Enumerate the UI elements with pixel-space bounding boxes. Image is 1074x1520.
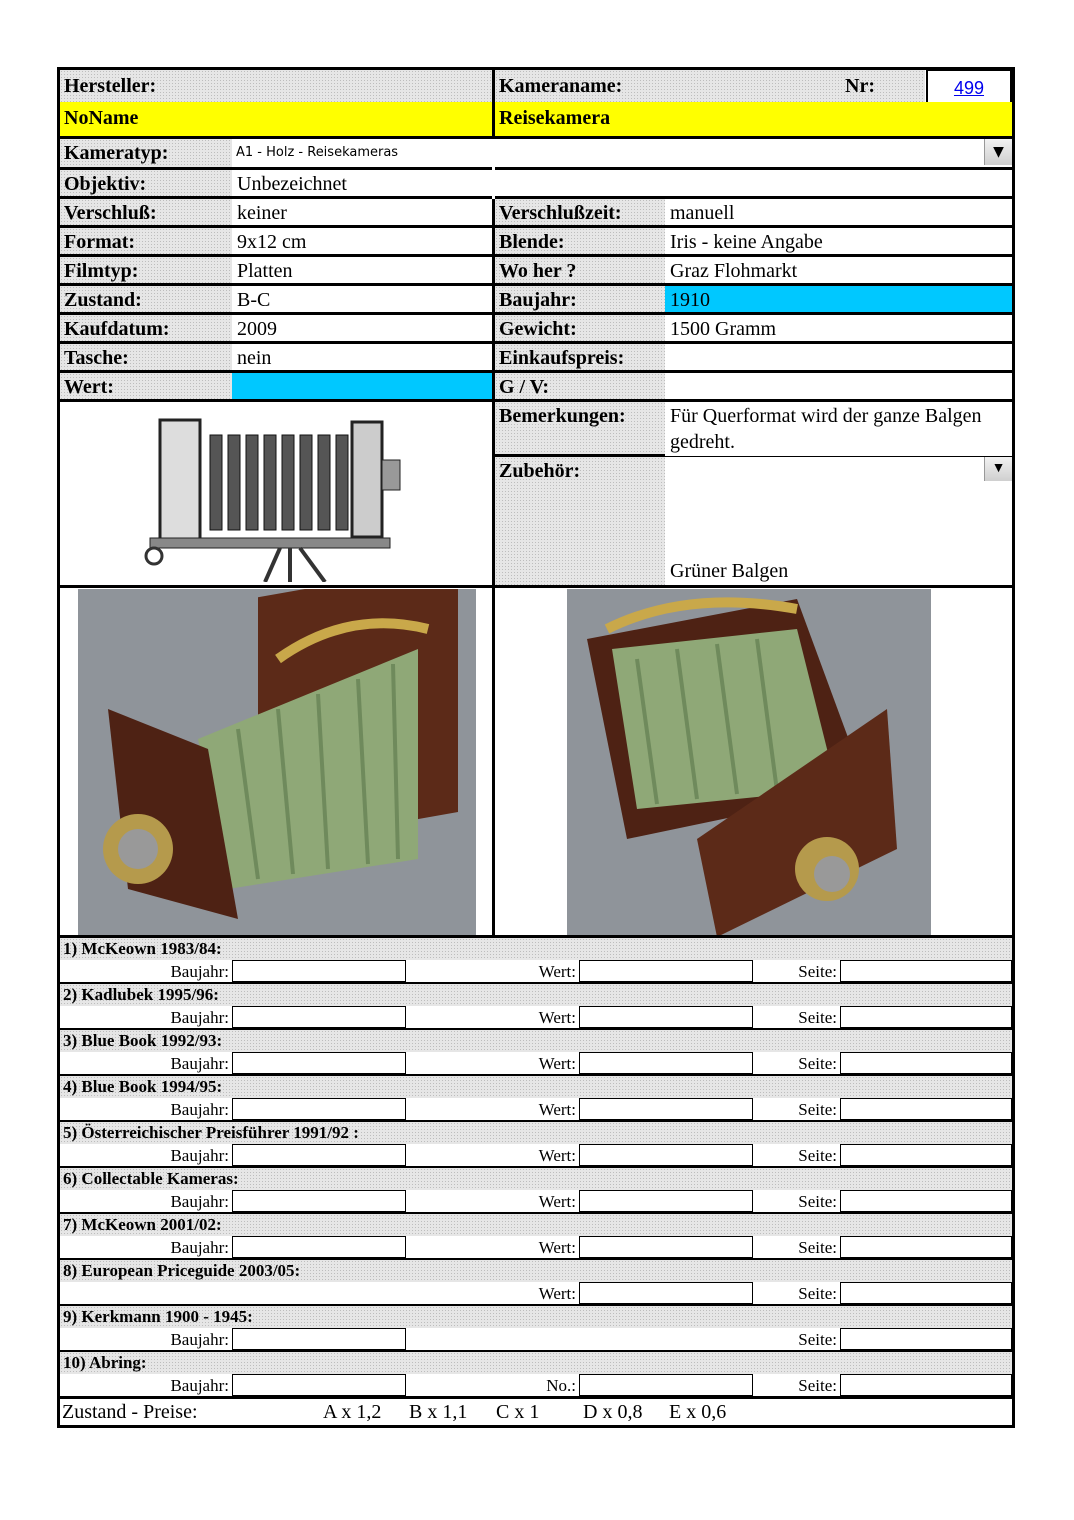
price-guide-title: 7) McKeown 2001/02: <box>60 1214 1012 1236</box>
price-guide-input[interactable] <box>232 1374 406 1397</box>
price-guide-input[interactable] <box>232 1006 406 1029</box>
price-guide-field-label: Baujahr: <box>170 1008 229 1027</box>
price-guide-field-label: Wert: <box>538 1192 576 1211</box>
field-label: Format: <box>60 228 232 257</box>
field-label: Gewicht: <box>495 315 665 344</box>
field-label: Filmtyp: <box>60 257 232 286</box>
price-guide-title: 10) Abring: <box>60 1352 1012 1374</box>
chevron-down-icon[interactable]: ▼ <box>984 139 1012 165</box>
kameratyp-select[interactable] <box>232 139 1012 170</box>
price-guide-field-label: Baujahr: <box>170 1376 229 1395</box>
nr-label: Nr: <box>845 75 875 97</box>
objektiv-label: Objektiv: <box>60 170 232 199</box>
camera-photo-rear <box>567 589 931 937</box>
hersteller-label: Hersteller: <box>60 70 492 102</box>
price-guide-input[interactable] <box>840 1328 1012 1351</box>
field-label: Baujahr: <box>495 286 665 315</box>
price-guide-input[interactable] <box>840 1098 1012 1121</box>
price-guide-field-label: Seite: <box>798 1100 837 1119</box>
price-guide-field-label: Seite: <box>798 1054 837 1073</box>
field-label: G / V: <box>495 373 665 402</box>
price-guide-field-label: Wert: <box>538 1100 576 1119</box>
field-value[interactable]: manuell <box>665 199 1012 228</box>
price-guide-field-label: Wert: <box>538 1284 576 1303</box>
field-value[interactable] <box>665 373 1012 402</box>
price-guide-field-label: Seite: <box>798 962 837 981</box>
price-guide-field-label: Seite: <box>798 1284 837 1303</box>
price-guide-field-label: Wert: <box>538 1054 576 1073</box>
price-guide-input[interactable] <box>232 1190 406 1213</box>
field-label: Kaufdatum: <box>60 315 232 344</box>
divider <box>492 139 495 938</box>
field-value[interactable]: Graz Flohmarkt <box>665 257 1012 286</box>
price-guide-title: 1) McKeown 1983/84: <box>60 938 1012 960</box>
price-guide-input[interactable] <box>840 1374 1012 1397</box>
price-guide-field-label: Wert: <box>538 962 576 981</box>
field-label: Blende: <box>495 228 665 257</box>
price-guide-input[interactable] <box>840 1144 1012 1167</box>
camera-drawing <box>140 410 410 582</box>
price-guide-field-label: Wert: <box>538 1008 576 1027</box>
price-guide-field-label: Seite: <box>798 1192 837 1211</box>
price-guide-field-label: Baujahr: <box>170 1192 229 1211</box>
divider <box>60 585 1012 588</box>
zustand-preise-row <box>60 1398 1012 1426</box>
price-guide-input[interactable] <box>840 1190 1012 1213</box>
divider <box>492 70 495 136</box>
bemerkungen-value: Für Querformat wird der ganze Balgen gedreht. <box>665 402 1012 457</box>
field-value[interactable]: 2009 <box>232 315 492 344</box>
price-guide-input[interactable] <box>232 960 406 983</box>
price-guide-input[interactable] <box>232 1328 406 1351</box>
price-guide-input[interactable] <box>840 1236 1012 1259</box>
price-guide-input[interactable] <box>840 1052 1012 1075</box>
price-guide-field-label: Seite: <box>798 1008 837 1027</box>
kameraname-label <box>495 70 925 102</box>
price-guide-title: 6) Collectable Kameras: <box>60 1168 1012 1190</box>
price-guide-input[interactable] <box>232 1144 406 1167</box>
factor-e: E x 0,6 <box>669 1401 727 1423</box>
field-value[interactable]: 1500 Gramm <box>665 315 1012 344</box>
price-guide-field-label: Baujahr: <box>170 962 229 981</box>
kameratyp-value: A1 - Holz - Reisekameras <box>236 145 399 160</box>
price-guide-field-label: Baujahr: <box>170 1146 229 1165</box>
objektiv-value: Unbezeichnet <box>232 170 1012 199</box>
kameratyp-label: Kameratyp: <box>60 139 232 170</box>
field-value[interactable]: Iris - keine Angabe <box>665 228 1012 257</box>
kameraname-value: Reisekamera <box>495 102 1012 136</box>
price-guide-field-label: Baujahr: <box>170 1238 229 1257</box>
chevron-down-icon[interactable]: ▼ <box>984 457 1012 481</box>
zustand-preise-label: Zustand - Preise: <box>62 1401 198 1423</box>
field-label: Zustand: <box>60 286 232 315</box>
factor-d: D x 0,8 <box>583 1401 643 1423</box>
field-value[interactable]: Platten <box>232 257 492 286</box>
factor-c: C x 1 <box>496 1401 540 1423</box>
bemerkungen-label: Bemerkungen: <box>495 402 665 457</box>
field-value[interactable]: B-C <box>232 286 492 315</box>
factor-b: B x 1,1 <box>409 1401 468 1423</box>
field-value[interactable] <box>232 373 492 402</box>
field-value[interactable]: nein <box>232 344 492 373</box>
price-guide-field-label: No.: <box>546 1376 576 1395</box>
field-label: Wert: <box>60 373 232 402</box>
price-guide-field-label: Wert: <box>538 1146 576 1165</box>
nr-link[interactable]: 499 <box>953 78 985 98</box>
price-guide-input[interactable] <box>840 960 1012 983</box>
price-guide-field-label: Baujahr: <box>170 1330 229 1349</box>
price-guide-title: 3) Blue Book 1992/93: <box>60 1030 1012 1052</box>
zubehoer-value[interactable]: Grüner Balgen <box>665 457 1012 588</box>
price-guide-input[interactable] <box>840 1282 1012 1305</box>
field-value[interactable]: 9x12 cm <box>232 228 492 257</box>
price-guide-title: 5) Österreichischer Preisführer 1991/92 : <box>60 1122 1012 1144</box>
price-guide-title: 8) European Priceguide 2003/05: <box>60 1260 1012 1282</box>
field-label: Verschlußzeit: <box>495 199 665 228</box>
kameraname-label-text: Kameraname: <box>499 75 623 97</box>
zubehoer-label: Zubehör: <box>495 457 665 588</box>
price-guide-input[interactable] <box>232 1236 406 1259</box>
price-guide-field-label: Wert: <box>538 1238 576 1257</box>
price-guide-input[interactable] <box>232 1098 406 1121</box>
field-value[interactable] <box>665 344 1012 373</box>
field-label: Wo her ? <box>495 257 665 286</box>
field-label: Tasche: <box>60 344 232 373</box>
price-guide-field-label: Seite: <box>798 1146 837 1165</box>
price-guide-field-label: Seite: <box>798 1330 837 1349</box>
field-value[interactable]: 1910 <box>665 286 1012 315</box>
price-guide-input[interactable] <box>232 1052 406 1075</box>
price-guide-field-label: Seite: <box>798 1376 837 1395</box>
field-label: Einkaufspreis: <box>495 344 665 373</box>
price-guide-title: 9) Kerkmann 1900 - 1945: <box>60 1306 1012 1328</box>
price-guide-field-label: Baujahr: <box>170 1100 229 1119</box>
factor-a: A x 1,2 <box>323 1401 382 1423</box>
price-guide-field-label: Seite: <box>798 1238 837 1257</box>
price-guide-title: 2) Kadlubek 1995/96: <box>60 984 1012 1006</box>
price-guide-title: 4) Blue Book 1994/95: <box>60 1076 1012 1098</box>
field-label: Verschluß: <box>60 199 232 228</box>
field-value[interactable]: keiner <box>232 199 492 228</box>
price-guide-field-label: Baujahr: <box>170 1054 229 1073</box>
price-guide-input[interactable] <box>840 1006 1012 1029</box>
camera-photo-front <box>78 589 476 937</box>
hersteller-value: NoName <box>60 102 492 136</box>
